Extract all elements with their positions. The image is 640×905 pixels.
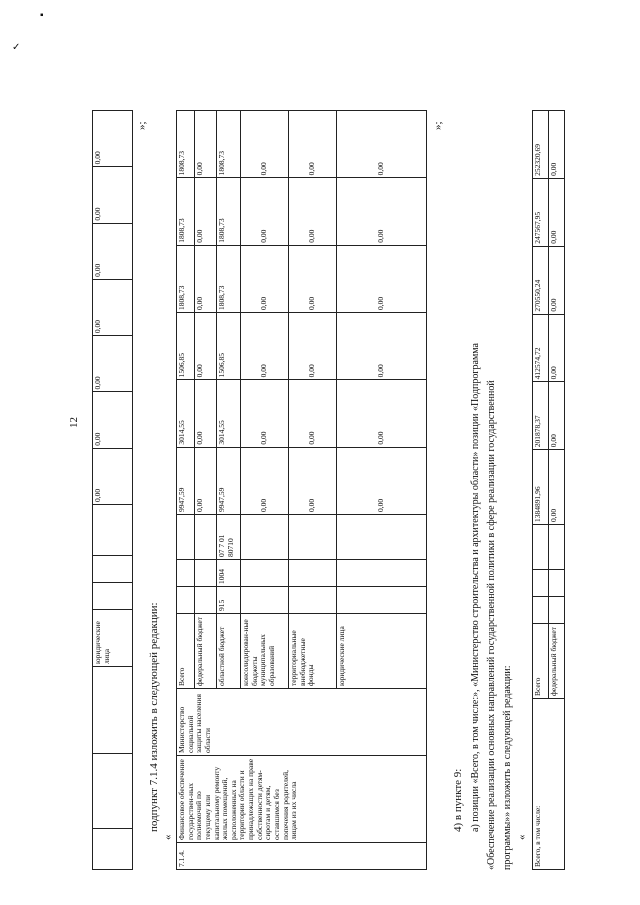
quote-open: «	[162, 834, 174, 840]
table-cell	[533, 570, 549, 597]
cell: 1808,73	[217, 178, 241, 245]
table-cell	[337, 515, 427, 560]
para-a-line-1: а) позиции «Всего, в том числе:», «Министерство строительства и архитектуры области» позиции «Подпрограмма	[470, 343, 481, 832]
main-table	[176, 110, 427, 870]
table-cell	[195, 587, 217, 614]
cell: 0,00	[195, 380, 217, 447]
cell: 0,00	[337, 245, 427, 312]
grbs: 915	[217, 587, 241, 614]
cell: 9947,59	[177, 447, 195, 514]
cell: 0,00	[289, 245, 337, 312]
cell: 0,00	[549, 246, 565, 314]
cell: 0,00	[195, 178, 217, 245]
cell: 0,00	[93, 167, 133, 223]
cell: 3014,55	[177, 380, 195, 447]
cell: 0,00	[195, 447, 217, 514]
table-cell	[549, 525, 565, 570]
top-table	[92, 110, 133, 870]
table-cell	[241, 560, 289, 587]
cell: 0,00	[93, 223, 133, 279]
cell: 0,00	[549, 111, 565, 179]
cell: 0,00	[241, 447, 289, 514]
cell: 0,00	[241, 313, 289, 380]
cell: 0,00	[337, 380, 427, 447]
cell: 0,00	[289, 178, 337, 245]
source: Всего	[533, 624, 549, 699]
top-table-label: юридические лица	[93, 610, 133, 667]
scan-mark: ✓	[12, 42, 21, 53]
page-number: 12	[68, 417, 80, 428]
cell: 0,00	[93, 448, 133, 504]
source: консолидирован-ные бюджеты муниципальных образований	[241, 614, 289, 689]
rz: 1004	[217, 560, 241, 587]
main-table-title: Финансовое обеспечение государствен-ных полномочий по текущему или капитальному ремонту жилых помещений, расположенных на территории области и принадлежащих на праве собственности детям-сиротам и детям, оставшимся без попечения родителей, лицам из их числа	[177, 756, 427, 843]
cell: 0,00	[289, 111, 337, 178]
cell: 3014,55	[217, 380, 241, 447]
table-cell	[177, 587, 195, 614]
cell: 1808,73	[177, 178, 195, 245]
source: юридические лица	[337, 614, 427, 689]
cell: 412574,72	[533, 314, 549, 382]
table-cell	[337, 587, 427, 614]
cell: 0,00	[337, 313, 427, 380]
table-cell	[177, 515, 195, 560]
subpoint-text: подпункт 7.1.4 изложить в следующей редакции:	[148, 602, 160, 832]
cell: 0,00	[241, 111, 289, 178]
cell: 1384891,96	[533, 450, 549, 525]
cell: 1808,73	[217, 245, 241, 312]
cell: 247567,95	[533, 178, 549, 246]
source: Всего	[177, 614, 195, 689]
cell: 0,00	[93, 392, 133, 448]
table-cell	[241, 515, 289, 560]
source: областной бюджет	[217, 614, 241, 689]
table-cell	[93, 583, 133, 610]
table-cell	[289, 515, 337, 560]
cell: 0,00	[289, 447, 337, 514]
main-table-executor: Министерство социальной защиты населения области	[177, 689, 427, 756]
table-cell	[93, 754, 133, 829]
table-cell	[195, 560, 217, 587]
table-cell	[289, 587, 337, 614]
cell: 0,00	[549, 314, 565, 382]
source: федеральный бюджет	[549, 624, 565, 699]
table-cell	[337, 560, 427, 587]
rotated-page-content	[92, 110, 612, 870]
cell: 0,00	[195, 245, 217, 312]
para-a-line-3: программы»» изложить в следующей редакции:	[502, 665, 513, 870]
cell: 0,00	[195, 111, 217, 178]
cell: 0,00	[93, 111, 133, 167]
source: федеральный бюджет	[195, 614, 217, 689]
cell: 0,00	[241, 380, 289, 447]
cell: 0,00	[549, 450, 565, 525]
table-cell	[533, 525, 549, 570]
cell: 0,00	[549, 382, 565, 450]
main-table-num: 7.1.4.	[177, 843, 427, 870]
cell: 0,00	[337, 447, 427, 514]
cell: 0,00	[289, 313, 337, 380]
table-cell	[549, 570, 565, 597]
main-table-end: »;	[432, 121, 444, 130]
cell: 1506,85	[177, 313, 195, 380]
table-cell	[195, 515, 217, 560]
table-cell	[93, 829, 133, 870]
table-cell	[533, 597, 549, 624]
top-table-end: »;	[136, 121, 148, 130]
cell: 0,00	[93, 279, 133, 335]
para-a-line-2: «Обеспечение реализации основных направлений государственной политики в сфере реализации государственной	[486, 380, 497, 870]
cell: 0,00	[289, 380, 337, 447]
cell: 1808,73	[217, 111, 241, 178]
cell: 0,00	[241, 178, 289, 245]
table-cell	[549, 597, 565, 624]
table-cell	[93, 505, 133, 556]
scan-mark: ▪	[40, 10, 44, 21]
cell: 0,00	[195, 313, 217, 380]
source: территориальные внебюджетные фонды	[289, 614, 337, 689]
point-4: 4) в пункте 9:	[452, 768, 464, 832]
bottom-table-label: Всего, в том числе:	[533, 699, 565, 870]
cell: 270550,24	[533, 246, 549, 314]
cell: 1506,85	[217, 313, 241, 380]
cell: 201878,37	[533, 382, 549, 450]
bottom-table	[532, 110, 565, 870]
csr: 07 7 01 80710	[217, 515, 241, 560]
cell: 1808,73	[177, 111, 195, 178]
cell: 0,00	[337, 111, 427, 178]
cell: 252320,69	[533, 111, 549, 179]
cell: 0,00	[337, 178, 427, 245]
cell: 1808,73	[177, 245, 195, 312]
quote-open-2: «	[516, 834, 528, 840]
table-cell	[177, 560, 195, 587]
cell: 0,00	[549, 178, 565, 246]
table-cell	[93, 556, 133, 583]
table-cell	[241, 587, 289, 614]
table-cell	[93, 667, 133, 754]
cell: 0,00	[93, 336, 133, 392]
cell: 0,00	[241, 245, 289, 312]
cell: 9947,59	[217, 447, 241, 514]
table-cell	[289, 560, 337, 587]
